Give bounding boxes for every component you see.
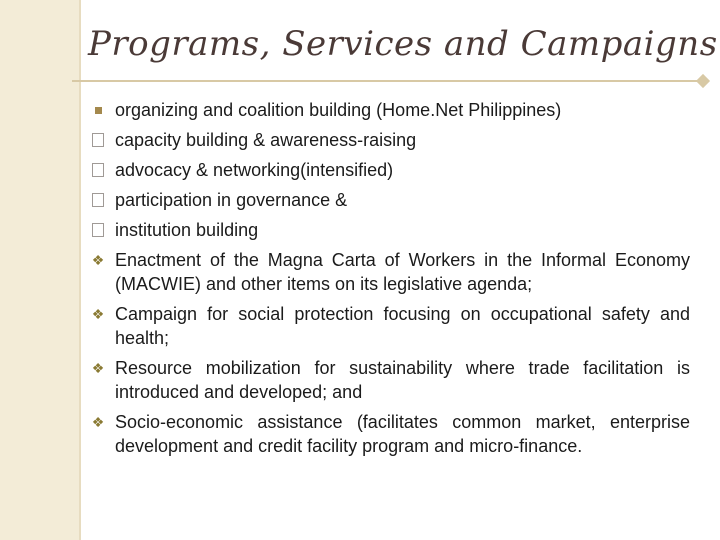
list-item	[88, 218, 690, 242]
diamond-icon: ❖	[91, 360, 105, 376]
list-item-text: advocacy & networking(intensified)	[115, 160, 394, 180]
diamond-icon: ❖	[91, 252, 105, 268]
list-item	[88, 356, 690, 404]
list-item-text: Enactment of the Magna Carta of Workers in the Informal Economy (MACWIE) and other items on its legislative agenda;	[115, 250, 690, 294]
list-item	[88, 158, 690, 182]
list-item-text: participation in governance &	[115, 190, 348, 210]
diamond-icon: ❖	[91, 306, 105, 322]
list-item	[88, 188, 690, 212]
slide-title: Programs, Services and Campaigns	[88, 24, 718, 64]
side-decoration-strip	[0, 0, 79, 540]
list-item	[88, 128, 690, 152]
list-item-text: Campaign for social protection focusing on occupational safety and health;	[115, 304, 690, 348]
list-item-text: organizing and coalition building (Home.Net Philippines)	[115, 100, 562, 120]
list-item-text: capacity building & awareness-raising	[115, 130, 417, 150]
empty-box-icon	[88, 128, 108, 152]
bullet-list	[88, 98, 690, 458]
list-item	[88, 248, 690, 296]
small-square-icon	[88, 98, 108, 122]
list-item	[88, 98, 690, 122]
list-item-text: institution building	[115, 220, 259, 240]
list-item-text: Resource mobilization for sustainability where trade facilitation is introduced and developed; and	[115, 358, 690, 402]
list-item-text: Socio-economic assistance (facilitates common market, enterprise development and credit facility program and micro-finance.	[115, 412, 690, 456]
empty-box-icon	[88, 188, 108, 212]
diamond-icon: ❖	[91, 414, 105, 430]
list-item	[88, 302, 690, 350]
title-underline	[72, 80, 708, 82]
empty-box-icon	[88, 158, 108, 182]
list-item	[88, 410, 690, 458]
empty-box-icon	[88, 218, 108, 242]
